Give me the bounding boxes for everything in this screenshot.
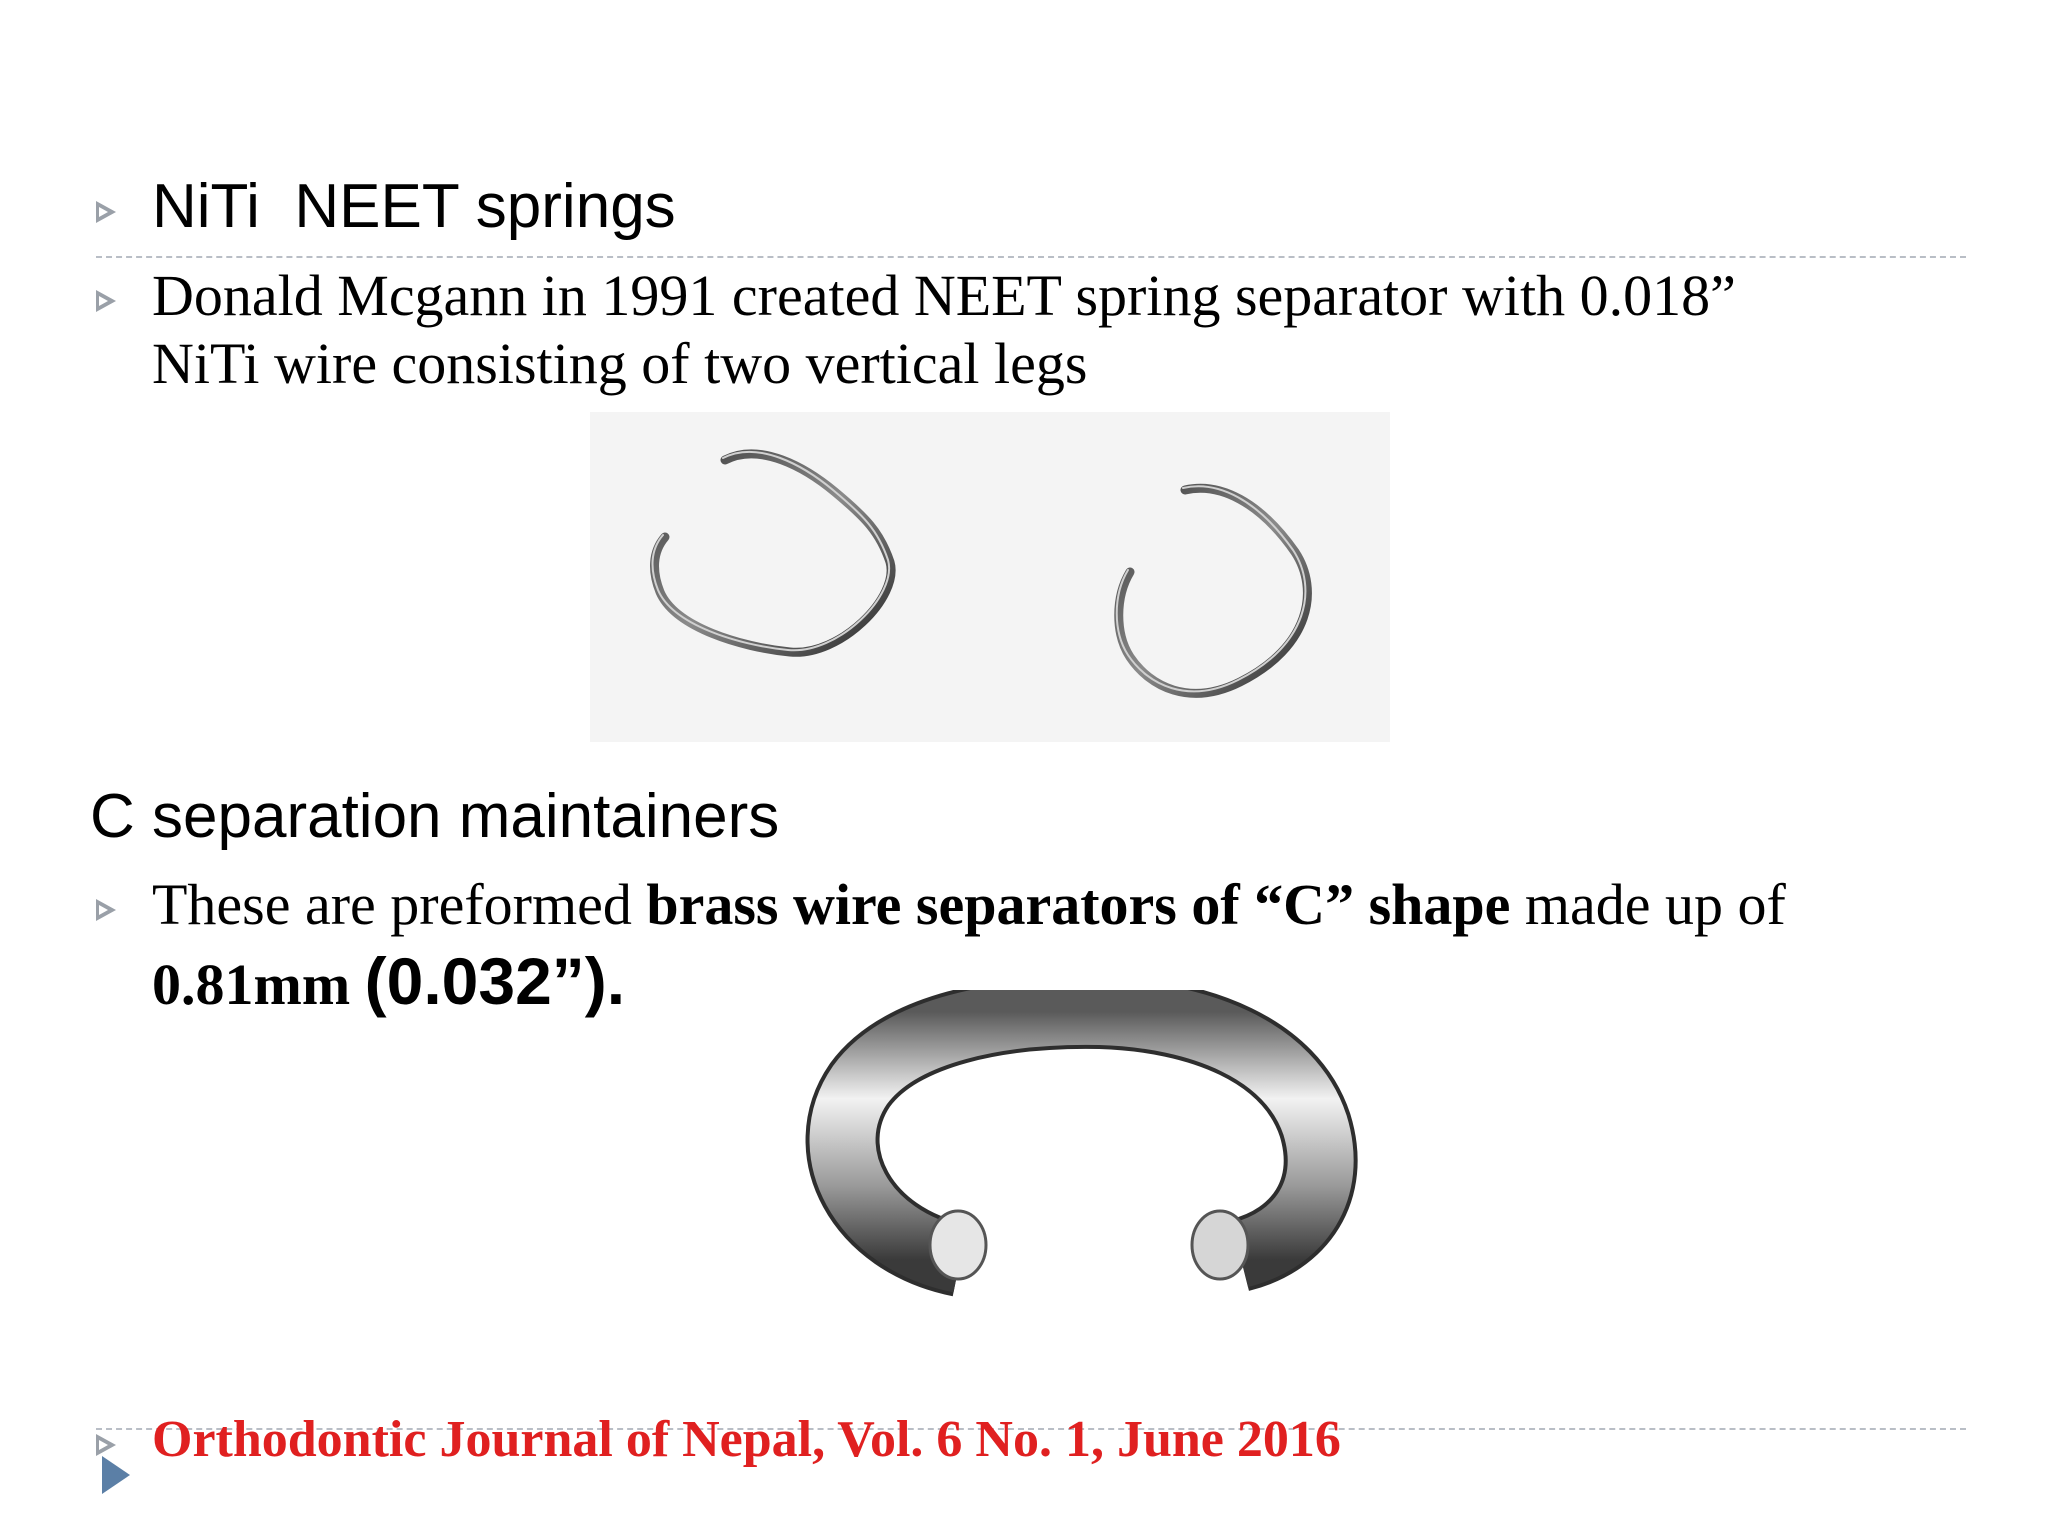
reference-citation: Orthodontic Journal of Nepal, Vol. 6 No. 1, June 2016 [152, 1411, 1341, 1468]
c-separator-size [152, 945, 625, 1036]
size-mm: 0.81mm [152, 952, 365, 1017]
triangle-arrow-icon [102, 1456, 130, 1494]
c-separator-image [800, 990, 1360, 1320]
heading-c-separation-maintainers: C separation maintainers [90, 782, 780, 851]
description-text-before: These are preformed [152, 872, 647, 937]
neet-description-line2: NiTi wire consisting of two vertical legs [152, 331, 1088, 396]
neet-spring-image [590, 412, 1390, 742]
arrow-bullet-icon [96, 899, 116, 921]
size-inch: (0.032”). [364, 944, 626, 1018]
heading-neet-springs: NiTi NEET springs [152, 172, 676, 241]
description-text-after: made up of [1510, 872, 1786, 937]
description-text-bold: brass wire separators of “C” shape [646, 872, 1511, 937]
c-separator-description [152, 871, 1952, 939]
arrow-bullet-icon [96, 290, 116, 312]
neet-description-line1: Donald Mcgann in 1991 created NEET spring separator with 0.018” [152, 263, 1736, 328]
arrow-bullet-icon [96, 201, 116, 223]
arrow-bullet-icon [96, 1434, 116, 1456]
divider-top [96, 256, 1966, 258]
